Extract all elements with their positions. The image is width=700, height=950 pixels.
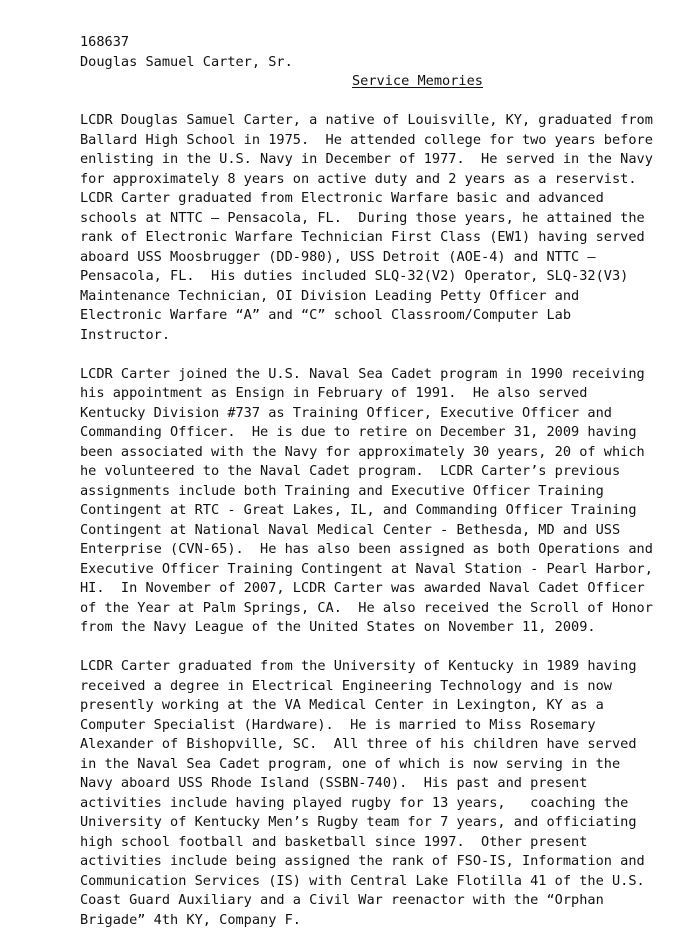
paragraph-line: Computer Specialist (Hardware). He is married to Miss Rosemary <box>80 716 596 733</box>
paragraph-line: University of Kentucky Men’s Rugby team for 7 years, and officiating <box>80 814 637 830</box>
paragraph-line: been associated with the Navy for approximately 30 years, 20 of which <box>80 443 645 460</box>
paragraph-line: Brigade” 4th KY, Company F. <box>80 911 301 928</box>
paragraph-line: Commanding Officer. He is due to retire on December 31, 2009 having <box>80 424 637 440</box>
paragraph-sea-cadet <box>80 365 680 638</box>
document-title: Service Memories <box>352 73 483 89</box>
title-row <box>80 72 680 92</box>
paragraph-line: Ballard High School in 1975. He attended college for two years before <box>80 131 653 148</box>
paragraph-line: Contingent at National Naval Medical Center - Bethesda, MD and USS <box>80 521 621 538</box>
paragraph-line: schools at NTTC – Pensacola, FL. During those years, he attained the <box>80 209 645 226</box>
paragraph-line: of the Year at Palm Springs, CA. He also received the Scroll of Honor <box>80 599 653 616</box>
paragraph-line: Communication Services (IS) with Central Lake Flotilla 41 of the U.S. <box>80 872 645 889</box>
paragraph-line: Instructor. <box>80 326 171 343</box>
paragraph-line: presently working at the VA Medical Center in Lexington, KY as a <box>80 697 604 713</box>
paragraph-line: Maintenance Technician, OI Division Leading Petty Officer and <box>80 287 580 304</box>
spacer <box>80 92 680 112</box>
paragraph-line: Navy aboard USS Rhode Island (SSBN-740). His past and present <box>80 775 588 791</box>
paragraph-line: from the Navy League of the United States on November 11, 2009. <box>80 619 596 635</box>
paragraph-line: Contingent at RTC - Great Lakes, IL, and Commanding Officer Training <box>80 502 637 518</box>
paragraph-line: Enterprise (CVN-65). He has also been assigned as both Operations and <box>80 541 653 557</box>
paragraph-line: HI. In November of 2007, LCDR Carter was awarded Naval Cadet Officer <box>80 580 645 596</box>
paragraph-line: high school football and basketball since 1997. Other present <box>80 833 588 850</box>
paragraph-line: for approximately 8 years on active duty and 2 years as a reservist. <box>80 170 637 187</box>
paragraph-line: Alexander of Bishopville, SC. All three of his children have served <box>80 736 637 752</box>
paragraph-line: his appointment as Ensign in February of 1991. He also served <box>80 385 588 401</box>
paragraph-line: LCDR Carter graduated from the University of Kentucky in 1989 having <box>80 658 637 674</box>
record-id: 168637 <box>80 34 130 50</box>
document-page <box>80 33 680 950</box>
paragraph-line: LCDR Douglas Samuel Carter, a native of Louisville, KY, graduated from <box>80 112 653 128</box>
paragraph-line: assignments include both Training and Executive Officer Training <box>80 482 604 499</box>
paragraph-line: activities include being assigned the rank of FSO-IS, Information and <box>80 853 645 869</box>
paragraph-education-family <box>80 657 680 930</box>
paragraph-line: Coast Guard Auxiliary and a Civil War reenactor with the “Orphan <box>80 892 604 908</box>
paragraph-line: LCDR Carter graduated from Electronic Warfare basic and advanced <box>80 190 604 206</box>
paragraph-line: received a degree in Electrical Engineering Technology and is now <box>80 677 612 694</box>
paragraph-line: Kentucky Division #737 as Training Officer, Executive Officer and <box>80 404 612 421</box>
paragraph-line: rank of Electronic Warfare Technician First Class (EW1) having served <box>80 229 645 245</box>
paragraph-line: he volunteered to the Naval Cadet program. LCDR Carter’s previous <box>80 463 621 479</box>
paragraph-line: Electronic Warfare “A” and “C” school Classroom/Computer Lab <box>80 307 572 323</box>
paragraph-line: aboard USS Moosbrugger (DD-980), USS Detroit (AOE-4) and NTTC – <box>80 248 596 265</box>
paragraph-line: Pensacola, FL. His duties included SLQ-32(V2) Operator, SLQ-32(V3) <box>80 268 629 284</box>
paragraph-line: enlisting in the U.S. Navy in December of 1977. He served in the Navy <box>80 151 653 167</box>
person-name: Douglas Samuel Carter, Sr. <box>80 53 293 70</box>
paragraph-line: in the Naval Sea Cadet program, one of which is now serving in the <box>80 755 621 772</box>
paragraph-navy-service <box>80 111 680 345</box>
paragraph-line: Executive Officer Training Contingent at Naval Station - Pearl Harbor, <box>80 560 653 577</box>
paragraph-line: LCDR Carter joined the U.S. Naval Sea Cadet program in 1990 receiving <box>80 365 645 382</box>
paragraph-line: activities include having played rugby for 13 years, coaching the <box>80 794 629 811</box>
